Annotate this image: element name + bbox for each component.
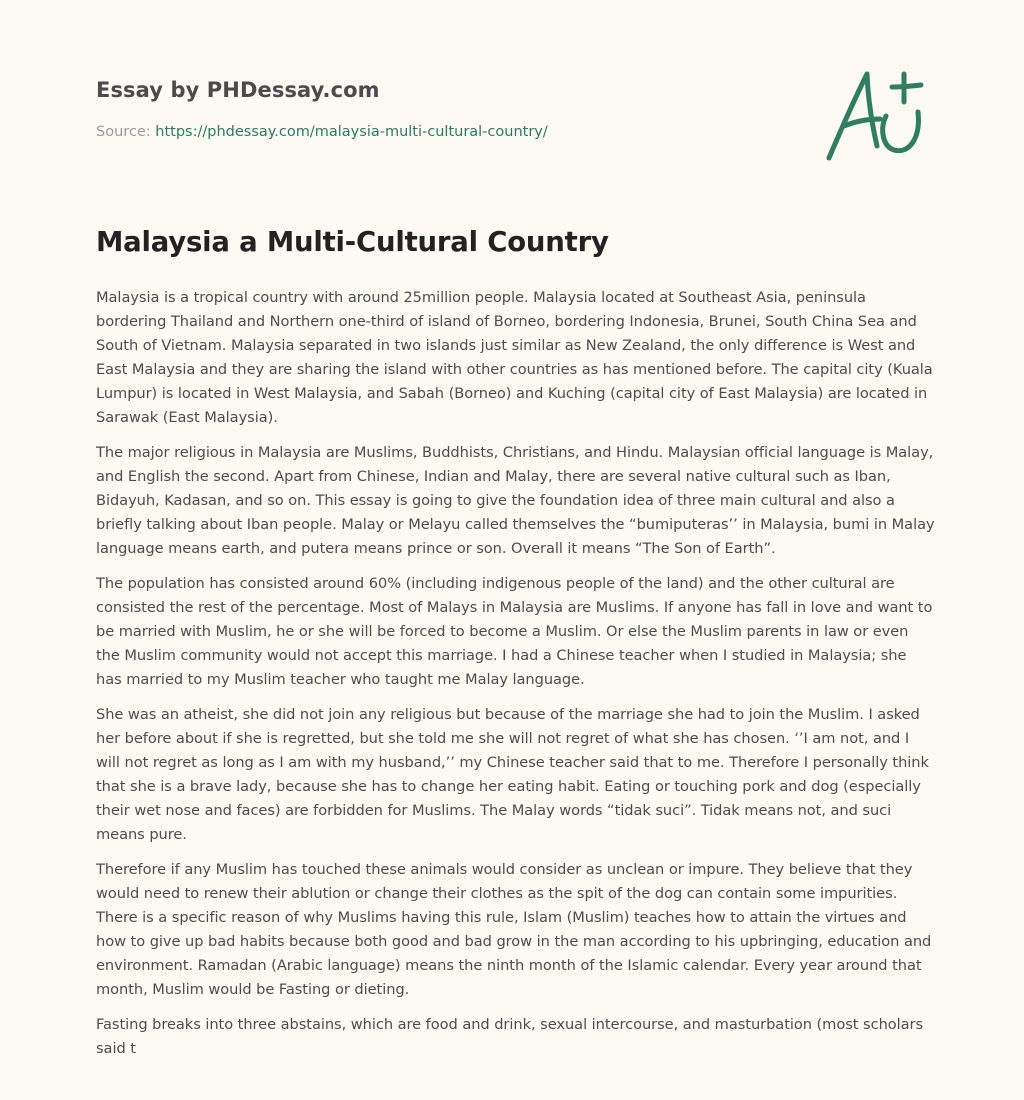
a-plus-grade-icon [822, 66, 930, 166]
source-label: Source: [96, 124, 151, 140]
source-line [96, 124, 548, 140]
essay-paragraph: The major religious in Malaysia are Muslims, Buddhists, Christians, and Hindu. Malaysian official language is Malay, and English the second. Apart from Chinese, Indian and Malay, there are several native cultural such as Iban, Bidayuh, Kadasan, and so on. This essay is going to give the foundation idea of three main cultural and also a briefly talking about Iban people. Malay or Melayu called themselves the “bumiputeras’’ in Malaysia, bumi in Malay language means earth, and putera means prince or son. Overall it means “The Son of Earth”. [96, 444, 935, 557]
essay-title: Malaysia a Multi-Cultural Country [96, 226, 609, 258]
essay-paragraph: Fasting breaks into three abstains, which are food and drink, sexual intercourse, and masturbation (most scholars said t [96, 1016, 924, 1057]
source-link[interactable]: https://phdessay.com/malaysia-multi-cultural-country/ [155, 124, 548, 140]
site-brand: Essay by PHDessay.com [96, 78, 380, 102]
essay-paragraph: Malaysia is a tropical country with around 25million people. Malaysia located at Southeast Asia, peninsula bordering Thailand and Northern one-third of island of Borneo, bordering Indonesia, Brunei, South China Sea and South of Vietnam. Malaysia separated in two islands just similar as New Zealand, the only difference is West and East Malaysia and they are sharing the island with other countries as has mentioned before. The capital city (Kuala Lumpur) is located in West Malaysia, and Sabah (Borneo) and Kuching (capital city of East Malaysia) are located in Sarawak (East Malaysia). [96, 289, 933, 426]
essay-paragraph: She was an atheist, she did not join any religious but because of the marriage she had to join the Muslim. I asked her before about if she is regretted, but she told me she will not regret of what she has chosen. ‘’I am not, and I will not regret as long as I am with my husband,’’ my Chinese teacher said that to me. Therefore I personally think that she is a brave lady, because she has to change her eating habit. Eating or touching pork and dog (especially their wet nose and faces) are forbidden for Muslims. The Malay words “tidak suci”. Tidak means not, and suci means pure. [96, 706, 929, 843]
essay-body [96, 286, 936, 1072]
essay-paragraph: Therefore if any Muslim has touched these animals would consider as unclean or impure. They believe that they would need to renew their ablution or change their clothes as the spit of the dog can contain some impurities. There is a specific reason of why Muslims having this rule, Islam (Muslim) teaches how to attain the virtues and how to give up bad habits because both good and bad grow in the man according to his upbringing, education and environment. Ramadan (Arabic language) means the ninth month of the Islamic calendar. Every year around that month, Muslim would be Fasting or dieting. [96, 861, 932, 998]
essay-paragraph: The population has consisted around 60% (including indigenous people of the land) and the other cultural are consisted the rest of the percentage. Most of Malays in Malaysia are Muslims. If anyone has fall in love and want to be married with Muslim, he or she will be forced to become a Muslim. Or else the Muslim parents in law or even the Muslim community would not accept this marriage. I had a Chinese teacher when I studied in Malaysia; she has married to my Muslim teacher who taught me Malay language. [96, 575, 933, 688]
